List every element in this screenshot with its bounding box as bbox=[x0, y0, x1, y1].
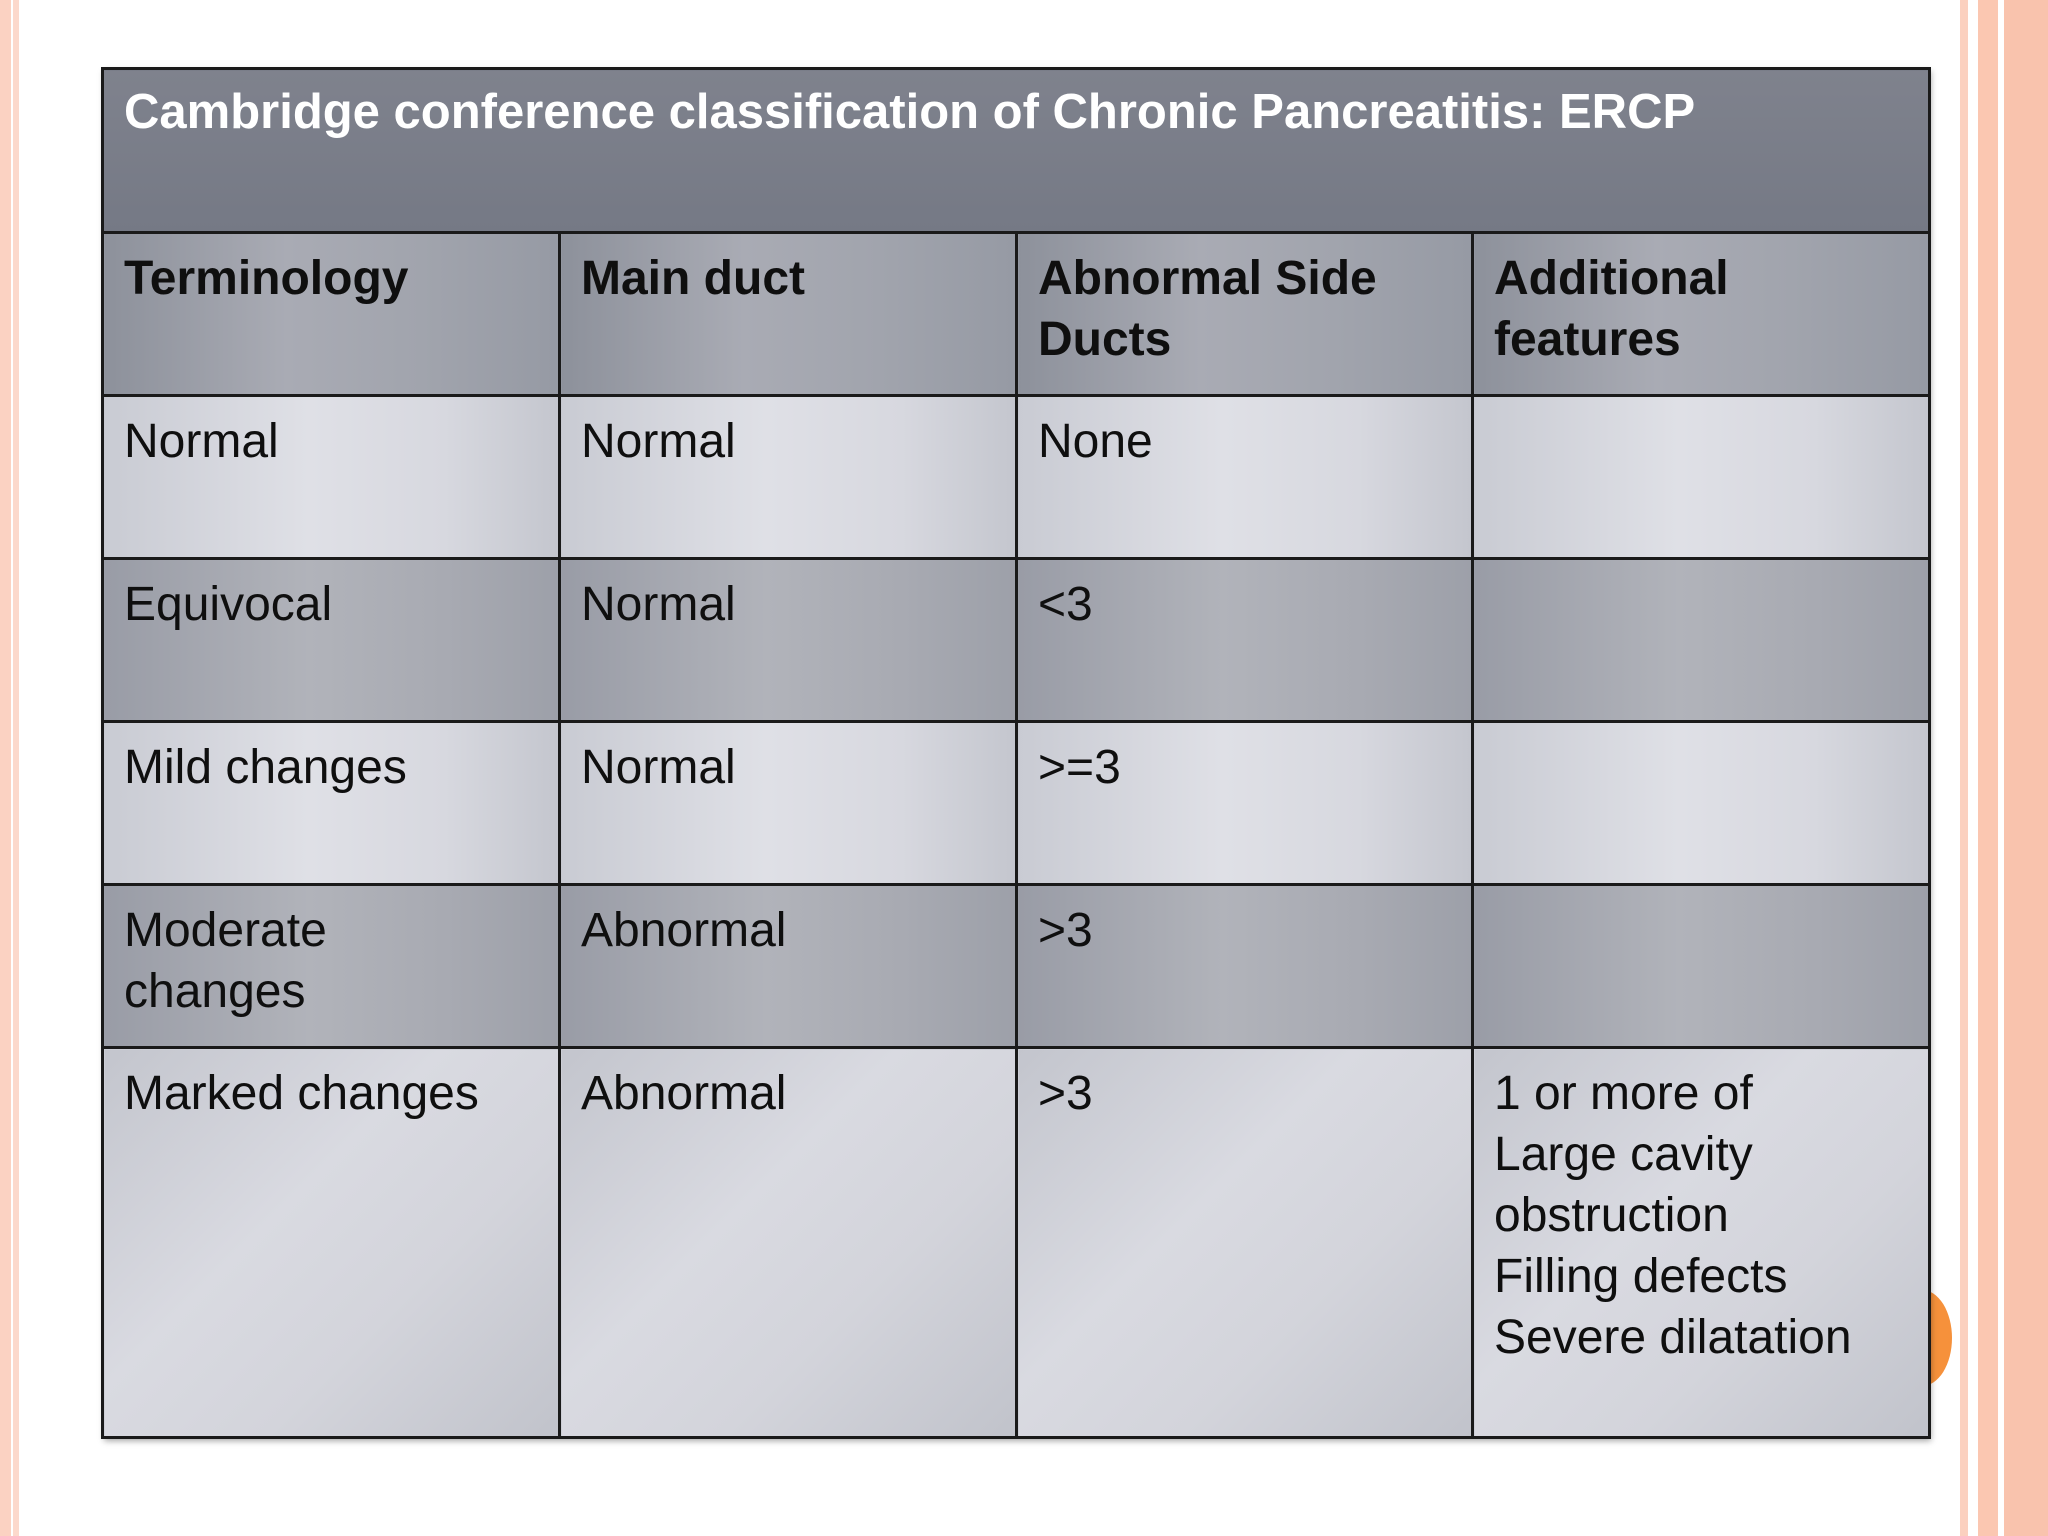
cell-terminology-line1: Moderate bbox=[124, 904, 327, 957]
header-additional-features bbox=[1473, 233, 1930, 396]
table-title: Cambridge conference classification of Chronic Pancreatitis: ERCP bbox=[103, 69, 1930, 233]
table-row bbox=[103, 885, 1930, 1048]
cell-terminology: Equivocal bbox=[103, 559, 560, 722]
header-side-ducts-line2: Ducts bbox=[1038, 313, 1172, 366]
cell-main-duct: Normal bbox=[560, 722, 1017, 885]
header-main-duct: Main duct bbox=[560, 233, 1017, 396]
table-row bbox=[103, 396, 1930, 559]
header-terminology: Terminology bbox=[103, 233, 560, 396]
cell-terminology: Marked changes bbox=[103, 1048, 560, 1438]
cell-additional bbox=[1473, 1048, 1930, 1438]
cell-terminology-line2: changes bbox=[124, 965, 306, 1018]
cell-main-duct: Normal bbox=[560, 559, 1017, 722]
header-abnormal-side-ducts bbox=[1017, 233, 1473, 396]
left-border-stripe-inner bbox=[13, 0, 19, 1536]
additional-feature-line: Filling defects bbox=[1494, 1250, 1788, 1303]
cell-terminology bbox=[103, 885, 560, 1048]
left-border-stripe bbox=[0, 0, 11, 1536]
table-title-row bbox=[103, 69, 1930, 233]
cell-additional bbox=[1473, 722, 1930, 885]
cell-additional bbox=[1473, 559, 1930, 722]
additional-feature-line: obstruction bbox=[1494, 1189, 1729, 1242]
table-row bbox=[103, 559, 1930, 722]
additional-feature-line: Large cavity bbox=[1494, 1128, 1753, 1181]
header-additional-line1: Additional bbox=[1494, 252, 1729, 305]
cell-side-ducts: >3 bbox=[1017, 885, 1473, 1048]
cell-side-ducts: None bbox=[1017, 396, 1473, 559]
cell-additional bbox=[1473, 885, 1930, 1048]
right-border-stripe-outer bbox=[2004, 0, 2048, 1536]
cell-main-duct: Abnormal bbox=[560, 885, 1017, 1048]
cell-side-ducts: >=3 bbox=[1017, 722, 1473, 885]
cell-terminology: Normal bbox=[103, 396, 560, 559]
right-border-stripe-middle bbox=[1978, 0, 1998, 1536]
cell-main-duct: Abnormal bbox=[560, 1048, 1017, 1438]
cell-additional bbox=[1473, 396, 1930, 559]
cell-terminology: Mild changes bbox=[103, 722, 560, 885]
header-additional-line2: features bbox=[1494, 313, 1681, 366]
classification-table-container bbox=[101, 67, 1928, 1437]
cell-side-ducts: >3 bbox=[1017, 1048, 1473, 1438]
header-side-ducts-line1: Abnormal Side bbox=[1038, 252, 1377, 305]
table-header-row bbox=[103, 233, 1930, 396]
additional-feature-line: 1 or more of bbox=[1494, 1067, 1753, 1120]
table-row bbox=[103, 1048, 1930, 1438]
right-border-stripe bbox=[1960, 0, 1968, 1536]
cell-main-duct: Normal bbox=[560, 396, 1017, 559]
additional-feature-line: Severe dilatation bbox=[1494, 1311, 1852, 1364]
table-row bbox=[103, 722, 1930, 885]
cell-side-ducts: <3 bbox=[1017, 559, 1473, 722]
classification-table bbox=[101, 67, 1931, 1439]
